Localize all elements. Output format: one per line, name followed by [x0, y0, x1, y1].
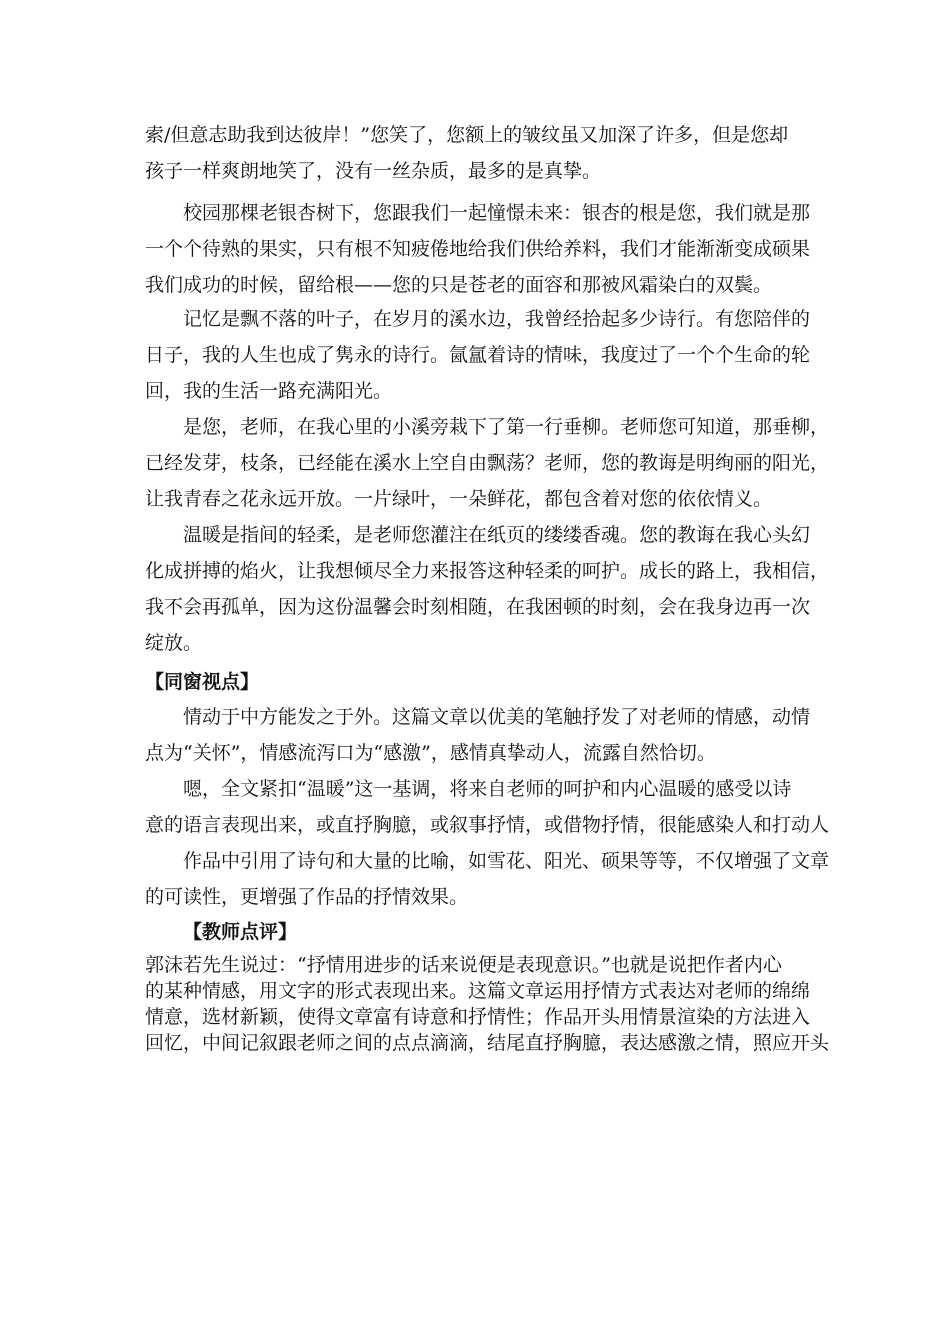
- text-line: 索/但意志助我到达彼岸！”您笑了，您额上的皱纹虽又加深了许多，但是您却: [145, 124, 789, 146]
- paragraph: [145, 124, 815, 182]
- paragraph: [145, 850, 830, 908]
- section-heading: 【教师点评】: [183, 921, 298, 943]
- text-line: 的可读性，更增强了作品的抒情效果。: [145, 886, 469, 908]
- text-line: 意的语言表现出来，或直抒胸臆，或叙事抒情，或借物抒情，很能感染人和打动人: [145, 814, 830, 836]
- text-line: 校园那棵老银杏树下，您跟我们一起憧憬未来：银杏的根是您，我们就是那: [183, 202, 811, 224]
- text-line: 孩子一样爽朗地笑了，没有一丝杂质，最多的是真挚。: [145, 160, 602, 182]
- text-line: 情意，选材新颖，使得文章富有诗意和抒情性；作品开头用情景渲染的方法进入: [145, 1006, 811, 1028]
- text-line: 嗯，全文紧扣“温暖”这一基调，将来自老师的呵护和内心温暖的感受以诗: [183, 778, 792, 800]
- text-line: 回，我的生活一路充满阳光。: [145, 380, 393, 402]
- paragraph: [145, 706, 815, 764]
- section-heading-teacher-comment: [183, 921, 853, 943]
- text-line: 我们成功的时候，留给根——您的只是苍老的面容和那被风霜染白的双鬓。: [145, 274, 773, 296]
- section-heading: 【同窗视点】: [145, 671, 260, 693]
- text-line: 我不会再孤单，因为这份温馨会时刻相随，在我困顿的时刻，会在我身边再一次: [145, 596, 811, 618]
- text-line: 一个个待熟的果实，只有根不知疲倦地给我们供给养料，我们才能渐渐变成硕果: [145, 238, 811, 260]
- text-line: 回忆，中间记叙跟老师之间的点点滴滴，结尾直抒胸臆，表达感激之情，照应开头: [145, 1032, 830, 1054]
- section-heading-peer-view: [145, 671, 815, 693]
- text-line: 温暖是指间的轻柔，是老师您灌注在纸页的缕缕香魂。您的教诲在我心头幻: [183, 524, 811, 546]
- text-line: 记忆是飘不落的叶子，在岁月的溪水边，我曾经拾起多少诗行。有您陪伴的: [183, 308, 811, 330]
- paragraph: [145, 954, 830, 1054]
- text-line: 的某种情感，用文字的形式表现出来。这篇文章运用抒情方式表达对老师的绵绵: [145, 980, 811, 1002]
- text-line: 作品中引用了诗句和大量的比喻，如雪花、阳光、硕果等等，不仅增强了文章: [183, 850, 830, 872]
- paragraph: [145, 308, 815, 402]
- text-line: 已经发芽，枝条，已经能在溪水上空自由飘荡？老师，您的教诲是明绚丽的阳光，: [145, 452, 830, 474]
- text-line: 日子，我的人生也成了隽永的诗行。氤氲着诗的情味，我度过了一个个生命的轮: [145, 344, 811, 366]
- paragraph: [145, 416, 830, 510]
- text-line: 郭沫若先生说过：“抒情用进步的话来说便是表现意识。”也就是说把作者内心: [145, 954, 782, 976]
- text-line: 是您，老师，在我心里的小溪旁栽下了第一行垂柳。老师您可知道，那垂柳，: [183, 416, 830, 438]
- paragraph: [145, 202, 815, 296]
- text-line: 让我青春之花永远开放。一片绿叶，一朵鲜花，都包含着对您的依依情义。: [145, 488, 773, 510]
- text-line: 点为“关怀”，情感流泻口为“感激”，感情真挚动人，流露自然恰切。: [145, 742, 716, 764]
- paragraph: [145, 524, 830, 654]
- text-line: 情动于中方能发之于外。这篇文章以优美的笔触抒发了对老师的情感，动情: [183, 706, 811, 728]
- paragraph: [145, 778, 830, 836]
- text-line: 化成拼搏的焰火，让我想倾尽全力来报答这种轻柔的呵护。成长的路上，我相信，: [145, 560, 830, 582]
- text-line: 绽放。: [145, 632, 203, 654]
